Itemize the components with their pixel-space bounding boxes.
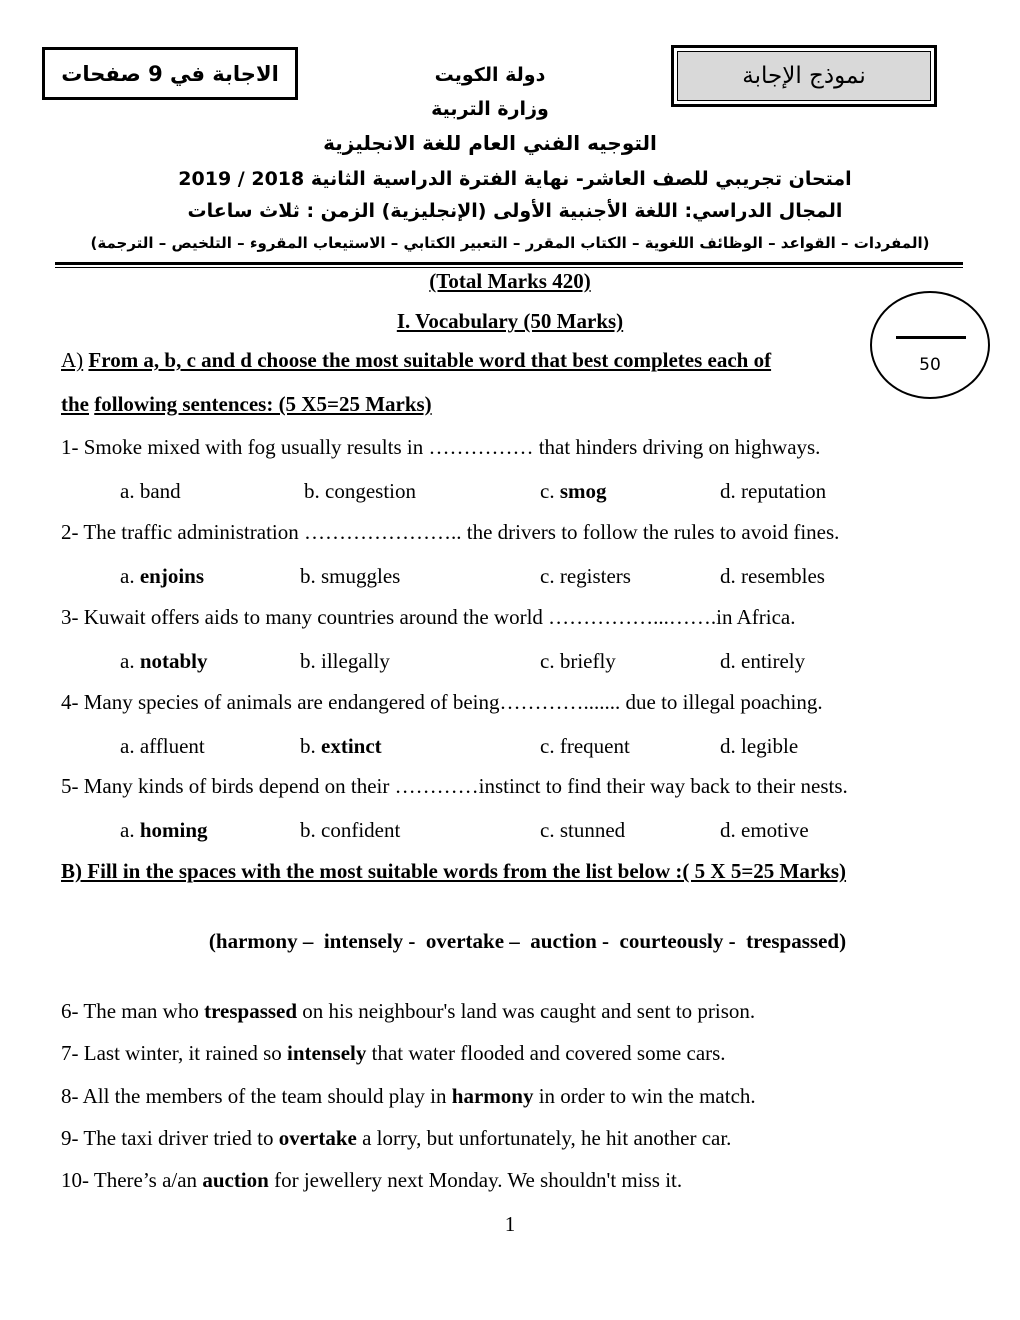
option-word: affluent bbox=[139, 734, 205, 758]
answer-option bbox=[120, 818, 208, 843]
part-a-instruction-the: the bbox=[61, 392, 89, 416]
sentence-text: 7- Last winter, it rained so bbox=[61, 1041, 288, 1065]
answer-option bbox=[720, 564, 825, 589]
subject-time: المجال الدراسي: اللغة الأجنبية الأولى (الإنجليزية) الزمن : ثلاث ساعات bbox=[187, 200, 843, 222]
option-word: stunned bbox=[559, 818, 626, 842]
question-text: 3- Kuwait offers aids to many countries around the world ……………...…….in Africa. bbox=[61, 605, 796, 629]
option-word: reputation bbox=[741, 479, 827, 503]
option-letter: b. bbox=[300, 818, 321, 842]
part-a-instruction-line1 bbox=[61, 348, 771, 373]
option-word: entirely bbox=[741, 649, 806, 673]
fill-sentence bbox=[61, 1041, 726, 1066]
option-word: registers bbox=[559, 564, 631, 588]
option-word: legible bbox=[741, 734, 799, 758]
option-word: confident bbox=[321, 818, 401, 842]
option-letter: c. bbox=[540, 649, 560, 673]
option-letter: d. bbox=[720, 649, 741, 673]
option-letter: b. bbox=[304, 479, 325, 503]
sentence-text: that water flooded and covered some cars. bbox=[366, 1041, 726, 1065]
answer-option bbox=[300, 649, 390, 674]
correct-option-word: extinct bbox=[321, 734, 382, 758]
option-word: frequent bbox=[559, 734, 630, 758]
answer-option bbox=[720, 479, 826, 504]
fill-sentence bbox=[61, 1168, 682, 1193]
correct-option-word: smog bbox=[559, 479, 607, 503]
sentence-text: 6- The man who bbox=[61, 999, 205, 1023]
option-letter: c. bbox=[540, 479, 560, 503]
option-letter: c. bbox=[540, 818, 560, 842]
answer-option bbox=[540, 649, 616, 674]
fill-sentence bbox=[61, 1126, 731, 1151]
option-letter: c. bbox=[540, 734, 560, 758]
filled-answer: intensely bbox=[287, 1041, 367, 1065]
option-letter: b. bbox=[300, 734, 321, 758]
part-a-instruction-text: From a, b, c and d choose the most suitable word that best completes each of bbox=[88, 348, 772, 372]
answer-option bbox=[300, 818, 400, 843]
filled-answer: harmony bbox=[451, 1084, 534, 1108]
option-word: band bbox=[139, 479, 181, 503]
score-denominator: 50 bbox=[919, 355, 941, 375]
option-letter: c. bbox=[540, 564, 560, 588]
fill-sentence bbox=[61, 999, 755, 1024]
option-letter: d. bbox=[720, 479, 741, 503]
total-marks-title bbox=[0, 269, 1020, 294]
option-letter: a. bbox=[120, 564, 140, 588]
part-b-instruction: B) Fill in the spaces with the most suitable words from the list below :( 5 X 5=25 Marks) bbox=[61, 859, 847, 883]
pages-count-text: الاجابة في 9 صفحات bbox=[61, 61, 279, 86]
answer-option bbox=[300, 564, 400, 589]
option-letter: a. bbox=[120, 649, 140, 673]
option-word: smuggles bbox=[321, 564, 401, 588]
fill-sentence bbox=[61, 1084, 756, 1109]
part-a-label: A) bbox=[61, 348, 84, 372]
exam-title: امتحان تجريبي للصف العاشر- نهاية الفترة الدراسية الثانية 2018 / 2019 bbox=[178, 168, 852, 190]
part-a-instruction-rest: following sentences: (5 X5=25 Marks) bbox=[94, 392, 432, 416]
answer-option bbox=[540, 564, 631, 589]
answer-option bbox=[120, 734, 205, 759]
correct-option-word: enjoins bbox=[139, 564, 205, 588]
sentence-text: for jewellery next Monday. We shouldn't miss it. bbox=[268, 1168, 683, 1192]
option-letter: b. bbox=[300, 649, 321, 673]
option-word: congestion bbox=[325, 479, 416, 503]
option-letter: a. bbox=[120, 479, 140, 503]
option-word: emotive bbox=[741, 818, 809, 842]
answer-option bbox=[304, 479, 416, 504]
sentence-text: 8- All the members of the team should play in bbox=[61, 1084, 452, 1108]
sentence-text: on his neighbour's land was caught and sent to prison. bbox=[297, 999, 756, 1023]
filled-answer: trespassed bbox=[204, 999, 298, 1023]
option-letter: d. bbox=[720, 818, 741, 842]
header-divider-thin bbox=[55, 267, 963, 268]
total-marks-text: (Total Marks 420) bbox=[429, 269, 591, 293]
answer-option bbox=[300, 734, 382, 759]
option-letter: a. bbox=[120, 734, 140, 758]
page-number: 1 bbox=[504, 1212, 516, 1236]
answer-option bbox=[720, 649, 805, 674]
answer-model-text: نموذج الإجابة bbox=[742, 63, 866, 89]
option-word: illegally bbox=[321, 649, 390, 673]
sentence-text: in order to win the match. bbox=[533, 1084, 756, 1108]
answer-option bbox=[120, 479, 181, 504]
score-box bbox=[870, 291, 990, 399]
question-text: 4- Many species of animals are endangered of being…………....... due to illegal poaching. bbox=[61, 690, 823, 714]
answer-option bbox=[720, 818, 809, 843]
sentence-text: 9- The taxi driver tried to bbox=[61, 1126, 279, 1150]
department-heading: التوجيه الفني العام للغة الانجليزية bbox=[323, 131, 657, 155]
question-text: 5- Many kinds of birds depend on their …………instinct to find their way back to their nests. bbox=[61, 774, 848, 798]
answer-option bbox=[540, 818, 625, 843]
country-heading: دولة الكويت bbox=[434, 64, 546, 86]
sentence-text: 10- There’s a/an bbox=[61, 1168, 203, 1192]
filled-answer: auction bbox=[202, 1168, 269, 1192]
question-text: 2- The traffic administration ………………….. the drivers to follow the rules to avoid fines. bbox=[61, 520, 840, 544]
option-word: briefly bbox=[559, 649, 616, 673]
correct-option-word: homing bbox=[139, 818, 208, 842]
option-letter: d. bbox=[720, 564, 741, 588]
answer-option bbox=[720, 734, 798, 759]
answer-option bbox=[540, 734, 630, 759]
filled-answer: overtake bbox=[278, 1126, 357, 1150]
option-letter: a. bbox=[120, 818, 140, 842]
option-word: resembles bbox=[741, 564, 825, 588]
score-blank-line bbox=[896, 336, 966, 339]
question-text: 1- Smoke mixed with fog usually results in …………… that hinders driving on highways. bbox=[61, 435, 821, 459]
answer-option bbox=[120, 564, 204, 589]
correct-option-word: notably bbox=[139, 649, 208, 673]
sections-list: (المفردات – القواعد – الوظائف اللغوية – الكتاب المقرر – التعبير الكتابي – الاستيعاب المقروء – التلخيص – الترجمة) bbox=[90, 234, 930, 252]
sentence-text: a lorry, but unfortunately, he hit another car. bbox=[356, 1126, 732, 1150]
section-title bbox=[0, 309, 1020, 334]
ministry-heading: وزارة التربية bbox=[431, 98, 549, 120]
section-title-text: I. Vocabulary (50 Marks) bbox=[396, 309, 624, 333]
answer-option bbox=[120, 649, 208, 674]
option-letter: b. bbox=[300, 564, 321, 588]
header-divider-thick bbox=[55, 262, 963, 265]
option-letter: d. bbox=[720, 734, 741, 758]
word-list: (harmony – intensely - overtake – auction - courteously - trespassed) bbox=[208, 929, 847, 953]
part-a-instruction-line2 bbox=[61, 392, 432, 417]
answer-option bbox=[540, 479, 607, 504]
